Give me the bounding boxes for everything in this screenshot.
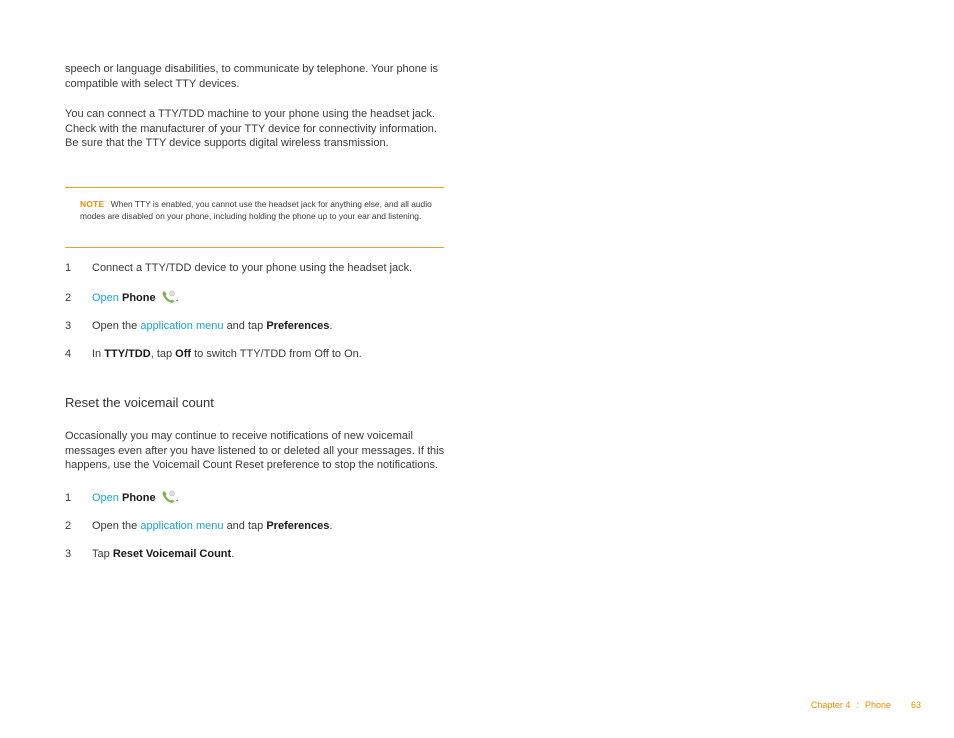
reset-step-1 (65, 490, 179, 505)
phone-label: Phone (121, 292, 156, 304)
note-top-rule (65, 187, 444, 188)
section-paragraph: Occasionally you may continue to receive notifications of new voicemail messages even after you have listened to or deleted all your messages. If this happens, use the Voicemail Count Reset preference to stop the notifications. (65, 430, 445, 472)
step-number: 1 (65, 262, 72, 274)
step-number: 2 (65, 292, 72, 304)
application-menu-link[interactable]: application menu (140, 320, 224, 332)
step-text: , tap (150, 348, 173, 360)
note-label: NOTE (80, 199, 105, 209)
step-end: . (175, 292, 179, 304)
step-end: . (175, 492, 179, 504)
phone-app-icon (161, 490, 176, 504)
step-number: 4 (65, 348, 72, 360)
step-text: and tap (226, 320, 264, 332)
step-end: . (329, 320, 333, 332)
step-text: Tap (92, 548, 110, 560)
footer-section: Phone (864, 700, 891, 710)
step-end: . (231, 548, 235, 560)
step-number: 1 (65, 492, 72, 504)
tty-tdd-label: TTY/TDD (104, 348, 151, 360)
tty-step-4 (65, 347, 362, 361)
reset-voicemail-count-label: Reset Voicemail Count (112, 548, 232, 560)
open-link[interactable]: Open (92, 492, 119, 504)
reset-step-2 (65, 519, 332, 533)
application-menu-link[interactable]: application menu (140, 520, 224, 532)
step-text: and tap (226, 520, 264, 532)
step-number: 2 (65, 520, 72, 532)
step-number: 3 (65, 320, 72, 332)
section-heading: Reset the voicemail count (65, 395, 214, 410)
open-link[interactable]: Open (92, 292, 119, 304)
intro-paragraph-2: You can connect a TTY/TDD machine to your phone using the headset jack. Check with the manufacturer of your TTY device for connectivity information. Be sure that the TTY device supports digital wireless transmission. (65, 108, 437, 150)
tty-step-3 (65, 319, 332, 333)
step-text: to switch TTY/TDD from Off to On. (194, 348, 362, 360)
off-label: Off (175, 348, 192, 360)
phone-app-icon (161, 290, 176, 304)
tty-step-2 (65, 290, 179, 305)
step-text: Open the (92, 320, 138, 332)
note-box (80, 198, 440, 222)
tty-step-1 (65, 261, 412, 275)
step-text: In (92, 348, 102, 360)
footer-chapter: Chapter 4 (810, 700, 851, 710)
step-number: 3 (65, 548, 72, 560)
phone-label: Phone (121, 492, 156, 504)
step-end: . (329, 520, 333, 532)
preferences-label: Preferences (266, 320, 330, 332)
page-number: 63 (910, 700, 921, 710)
preferences-label: Preferences (266, 520, 330, 532)
step-text: Open the (92, 520, 138, 532)
note-text: When TTY is enabled, you cannot use the headset jack for anything else, and all audio modes are disabled on your phone, including holding the phone up to your ear and listening. (80, 199, 432, 222)
step-text: Connect a TTY/TDD device to your phone using the headset jack. (92, 262, 413, 274)
intro-paragraph-1: speech or language disabilities, to communicate by telephone. Your phone is compatible with select TTY devices. (65, 63, 439, 90)
page-footer (811, 700, 921, 710)
reset-step-3 (65, 547, 234, 561)
note-bottom-rule (65, 247, 444, 248)
footer-separator: : (856, 700, 859, 710)
